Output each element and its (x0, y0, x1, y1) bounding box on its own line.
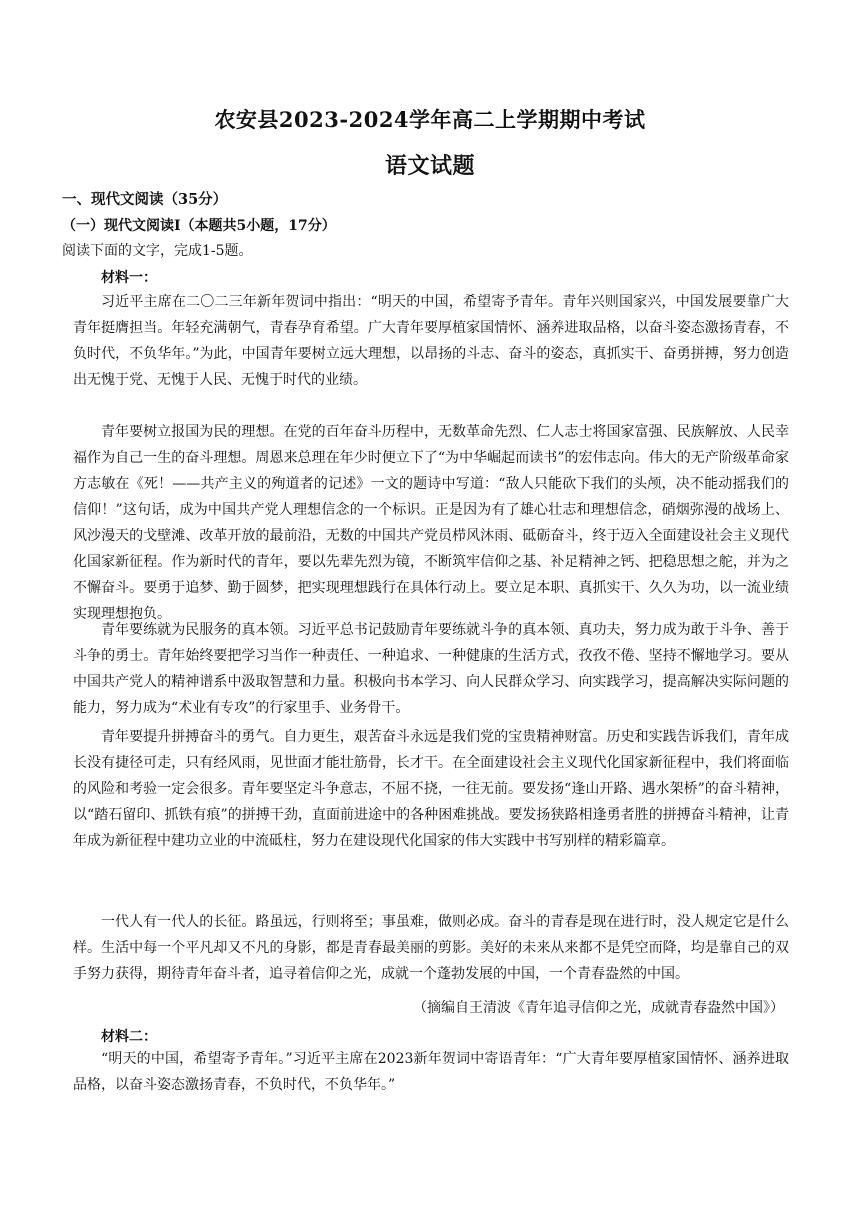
material-two-label: 材料二： (101, 1029, 157, 1045)
material-one-paragraph-2: 青年要树立报国为民的理想。在党的百年奋斗历程中，无数革命先烈、仁人志士将国家富强、民族解放、人民幸福作为自己一生的奋斗理想。周恩来总理在年少时便立下了“为中华崛起而读书”的宏伟志向。伟大的无产阶级革命家方志敏在《死！——共产主义的殉道者的记述》一文的题诗中写道：“敌人只能砍下我们的头颅，决不能动摇我们的信仰！”这句话，成为中国共产党人理想信念的一个标识。正是因为有了雄心壮志和理想信念，硝烟弥漫的战场上、风沙漫天的戈壁滩、改革开放的最前沿，无数的中国共产党员栉风沐雨、砥砺奋斗，终于迈入全面建设社会主义现代化国家新征程。作为新时代的青年，要以先辈先烈为镜，不断筑牢信仰之基、补足精神之钙、把稳思想之舵，并为之不懈奋斗。要勇于追梦、勤于圆梦，把实现理想践行在具体行动上。要立足本职、真抓实干、久久为功，以一流业绩实现理想抱负。 (73, 424, 789, 622)
reading-instruction: 阅读下面的文字，完成1-5题。 (62, 243, 253, 259)
material-two-paragraph-1: “明天的中国，希望寄予青年。”习近平主席在2023新年贺词中寄语青年：“广大青年要厚植家国情怀、涵养进取品格，以奋斗姿态激扬青春，不负时代，不负华年。” (73, 1051, 789, 1093)
section-heading: 一、现代文阅读（35分） (62, 191, 228, 208)
material-one-label: 材料一： (101, 270, 157, 286)
material-one-paragraph-4: 青年要提升拼搏奋斗的勇气。自力更生，艰苦奋斗永远是我们党的宝贵精神财富。历史和实践告诉我们，青年成长没有捷径可走，只有经风雨，见世面才能壮筋骨，长才干。在全面建设社会主义现代化国家新征程中，我们将面临的风险和考验一定会很多。青年要坚定斗争意志，不屈不挠，一往无前。要发扬“逢山开路、遇水架桥”的奋斗精神，以“踏石留印、抓铁有痕”的拼搏干劲，直面前进途中的各种困难挑战。要发扬狭路相逢勇者胜的拼搏奋斗精神，让青年成为新征程中建功立业的中流砥柱，努力在建设现代化国家的伟大实践中书写别样的精彩篇章。 (73, 729, 789, 849)
exam-title: 农安县2023-2024学年高二上学期期中考试 (214, 107, 646, 132)
subsection-heading: （一）现代文阅读Ⅰ（本题共5小题，17分） (62, 218, 336, 234)
material-one-source: （摘编自王清波《青年追寻信仰之光，成就青春盎然中国》） (413, 1000, 784, 1016)
material-one-paragraph-5: 一代人有一代人的长征。路虽远，行则将至；事虽难，做则必成。奋斗的青春是现在进行时，没人规定它是什么样。生活中每一个平凡却又不凡的身影，都是青春最美丽的剪影。美好的未来从来都不是凭空而降，均是靠自己的双手努力获得，期待青年奋斗者，追寻着信仰之光，成就一个蓬勃发展的中国，一个青春盎然的中国。 (73, 914, 789, 982)
material-one-paragraph-3: 青年要练就为民服务的真本领。习近平总书记鼓励青年要练就斗争的真本领、真功夫，努力成为敢于斗争、善于斗争的勇士。青年始终要把学习当作一种责任、一种追求、一种健康的生活方式，孜孜不倦、坚持不懈地学习。要从中国共产党人的精神谱系中汲取智慧和力量。积极向书本学习、向人民群众学习、向实践学习，提高解决实际问题的能力，努力成为“术业有专攻”的行家里手、业务骨干。 (73, 622, 789, 716)
exam-subtitle: 语文试题 (384, 153, 475, 179)
material-one-paragraph-1: 习近平主席在二〇二三年新年贺词中指出：“明天的中国，希望寄予青年。青年兴则国家兴，中国发展要靠广大青年挺膺担当。年轻充满朝气，青春孕育希望。广大青年要厚植家国情怀、涵养进取品格，以奋斗姿态激扬青春，不负时代，不负华年。”为此，中国青年要树立远大理想，以昂扬的斗志、奋斗的姿态，真抓实干、奋勇拼搏，努力创造出无愧于党、无愧于人民、无愧于时代的业绩。 (73, 294, 789, 388)
